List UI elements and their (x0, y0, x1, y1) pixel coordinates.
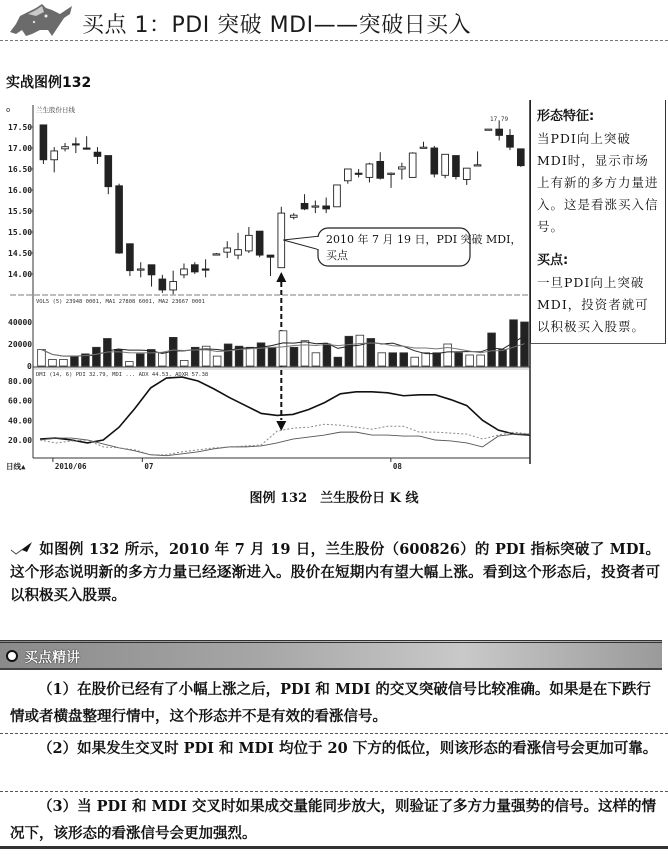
svg-text:0: 0 (27, 362, 32, 371)
tip-divider (0, 791, 668, 792)
svg-text:15.50: 15.50 (8, 207, 33, 216)
svg-text:17.50: 17.50 (8, 123, 33, 132)
svg-text:16.50: 16.50 (8, 165, 33, 174)
paragraph-text: 如图例 132 所示，2010 年 7 月 19 日，兰生股份（600826）的 PDI 指标突破了 MDI。这个形态说明新的多方力量已经逐渐进入。股价在短期内有望大幅上涨。看到这个形态后，投资者可以积极买入股票。 (10, 541, 660, 604)
svg-text:17.79: 17.79 (490, 116, 509, 123)
title-divider (0, 40, 668, 41)
body-paragraph (10, 538, 660, 607)
case-label: 实战图例132 (6, 75, 92, 91)
header (0, 0, 668, 44)
svg-text:14.50: 14.50 (8, 249, 33, 258)
svg-text:20000: 20000 (8, 340, 33, 349)
svg-text:16.00: 16.00 (8, 186, 33, 195)
svg-text:07: 07 (144, 462, 154, 471)
svg-text:VOL5 (5) 23948 0001, MA1 27808: VOL5 (5) 23948 0001, MA1 27808 6001, MA2 23667 0001 (36, 299, 205, 305)
svg-text:DMI (14, 6) PDI 32.79, MDI ...: DMI (14, 6) PDI 32.79, MDI ... ADX 44.53, ADXR 57.38 (36, 372, 209, 378)
svg-text:08: 08 (392, 462, 402, 471)
svg-text:14.00: 14.00 (8, 270, 33, 279)
svg-text:2010 年 7 月 19 日，PDI 突破 MDI，: 2010 年 7 月 19 日，PDI 突破 MDI， (326, 233, 522, 246)
tip-item-2: （2）如果发生交叉时 PDI 和 MDI 均位于 20 下方的低位，则该形态的看涨信号会更加可靠。 (38, 740, 658, 757)
bull-icon (6, 2, 76, 38)
svg-text:o: o (6, 106, 11, 114)
svg-text:2010/06: 2010/06 (54, 462, 87, 471)
svg-text:日线▲: 日线▲ (6, 462, 26, 471)
svg-text:20.00: 20.00 (8, 436, 33, 445)
svg-text:17.00: 17.00 (8, 144, 33, 153)
svg-text:买点: 买点 (326, 249, 348, 262)
tips-header (0, 640, 662, 670)
feature-title: 形态特征: (537, 109, 595, 124)
svg-text:60.00: 60.00 (8, 396, 33, 406)
svg-text:40.00: 40.00 (8, 416, 33, 426)
pen-arrow-icon (10, 541, 34, 555)
feature-text: 当PDI向上突破MDI时，显示市场上有新的多方力量进入。这是看涨买入信号。 (537, 131, 659, 234)
page-title: 买点 1：PDI 突破 MDI——突破日买入 (82, 13, 472, 38)
buy-title: 买点: (537, 253, 569, 268)
svg-text:兰生股份日线: 兰生股份日线 (36, 106, 75, 114)
tip-item-3: （3）当 PDI 和 MDI 交叉时如果成交量能同步放大，则验证了多方力量强势的信号。这样的情况下，该形态的看涨信号会更加强烈。 (10, 798, 656, 842)
tip-divider (0, 733, 668, 734)
tips-title: 买点精讲 (24, 650, 80, 666)
circle-bullet-icon (6, 650, 18, 662)
buy-text: 一旦PDI向上突破MDI，投资者就可以积极买入股票。 (537, 275, 649, 334)
svg-text:80.00: 80.00 (8, 377, 33, 386)
bottom-rule (0, 846, 668, 849)
svg-text:15.00: 15.00 (8, 228, 33, 237)
tip-item-1: （1）在股价已经有了小幅上涨之后，PDI 和 MDI 的交叉突破信号比较准确。如果是在下跌行情或者横盘整理行情中，这个形态并不是有效的看涨信号。 (10, 681, 651, 725)
annotation-box (530, 100, 666, 344)
figure-caption: 图例 132 兰生股份日 K 线 (249, 491, 419, 506)
svg-text:40000: 40000 (8, 318, 33, 327)
